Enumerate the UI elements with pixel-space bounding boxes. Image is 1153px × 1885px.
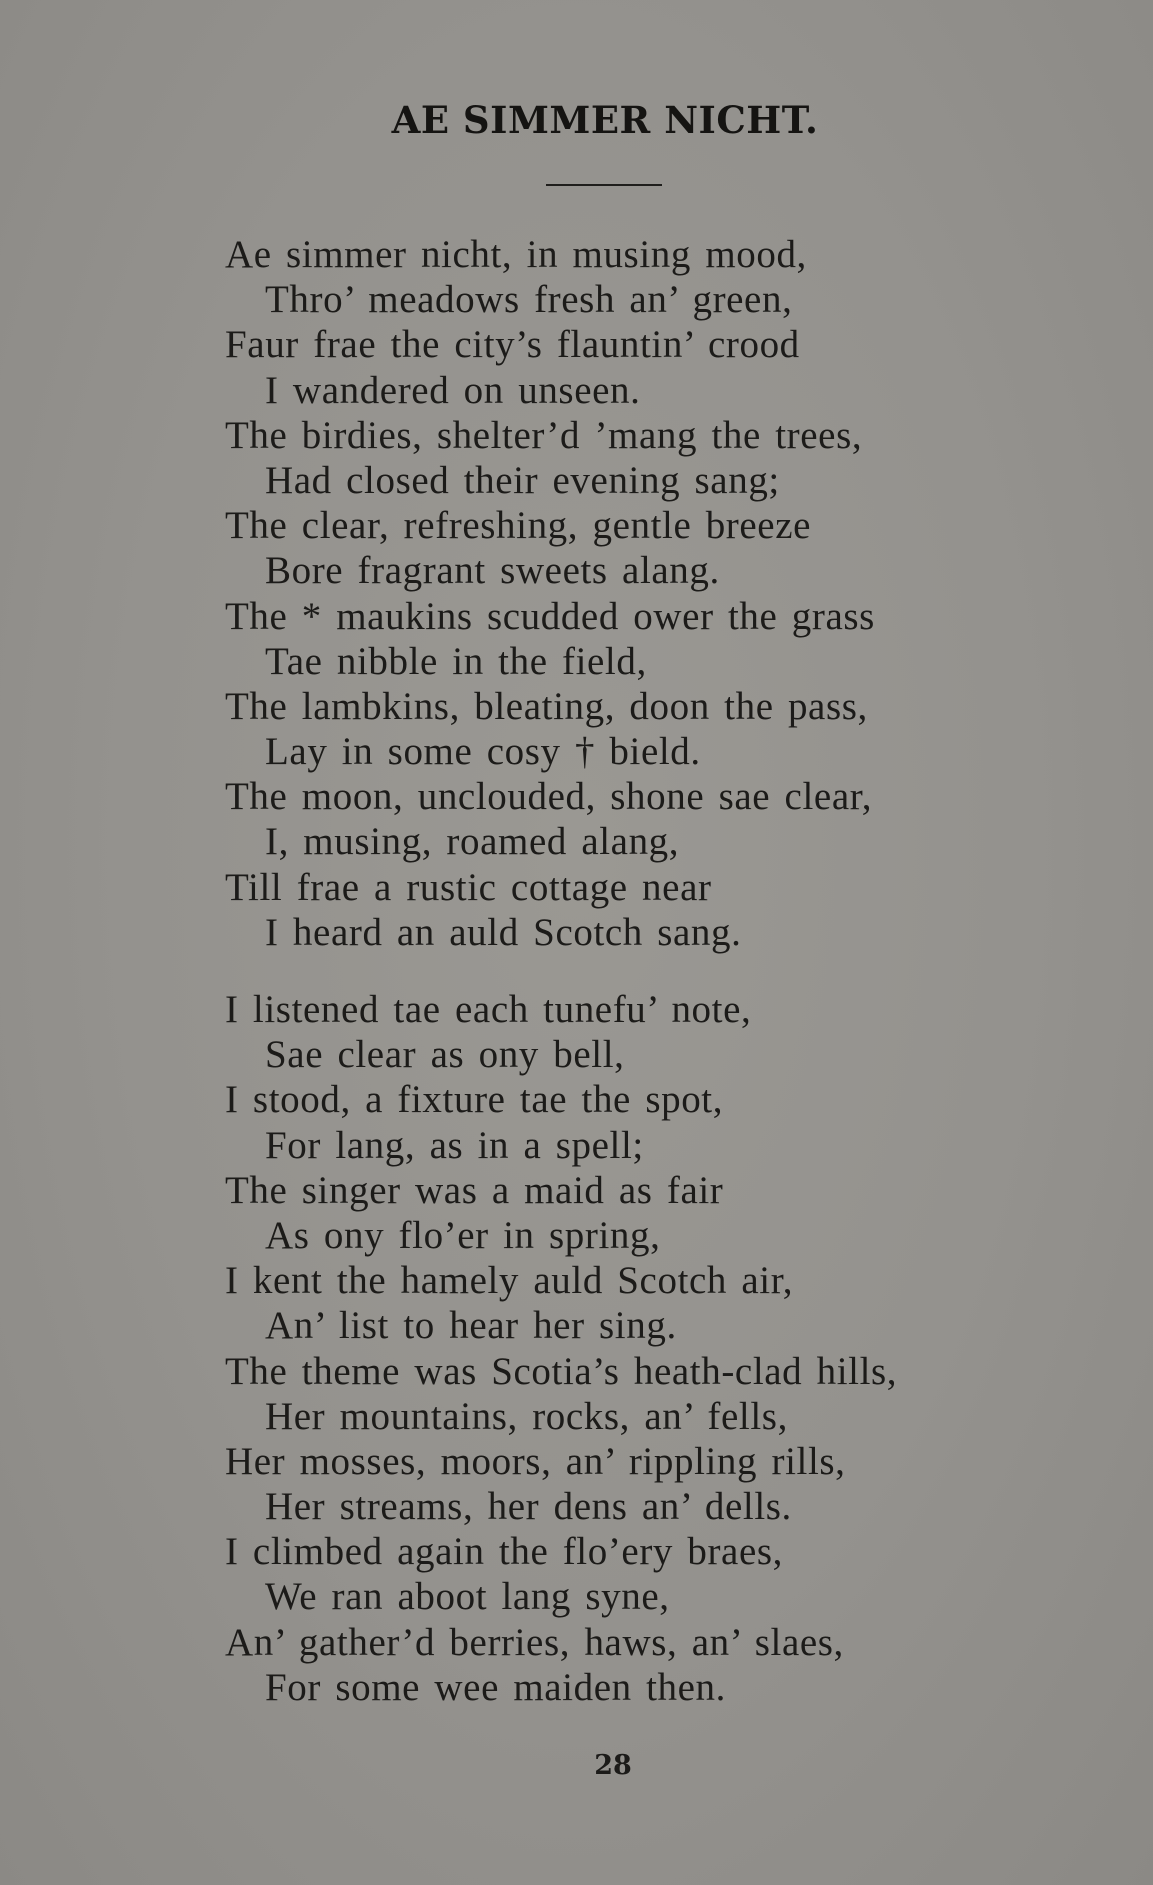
- poem-line: An’ gather’d berries, haws, an’ slaes,: [225, 1620, 844, 1664]
- page-number: 28: [594, 1750, 632, 1781]
- poem-line: The clear, refreshing, gentle breeze: [225, 504, 812, 548]
- poem-line: As ony flo’er in spring,: [265, 1213, 661, 1257]
- stanza-2: [225, 987, 1045, 1710]
- poem-line: For some wee maiden then.: [265, 1665, 726, 1709]
- poem-line: The lambkins, bleating, doon the pass,: [225, 684, 868, 728]
- poem-line: Tae nibble in the field,: [265, 639, 647, 683]
- poem-line: Thro’ meadows fresh an’ green,: [265, 278, 793, 322]
- poem-line: Bore fragrant sweets alang.: [265, 549, 720, 593]
- poem-line: The theme was Scotia’s heath-clad hills,: [225, 1349, 898, 1393]
- title-rule: [546, 184, 662, 186]
- poem-line: Till frae a rustic cottage near: [225, 865, 712, 909]
- poem-line: I stood, a fixture tae the spot,: [225, 1078, 724, 1122]
- poem-line: The * maukins scudded ower the grass: [225, 594, 875, 638]
- poem-line: Her mountains, rocks, an’ fells,: [265, 1394, 788, 1438]
- poem-line: We ran aboot lang syne,: [265, 1575, 670, 1619]
- poem-line: Faur frae the city’s flauntin’ crood: [225, 323, 800, 367]
- poem-line: I heard an auld Scotch sang.: [265, 910, 742, 954]
- poem-line: Ae simmer nicht, in musing mood,: [225, 233, 807, 276]
- poem-line: Sae clear as ony bell,: [265, 1033, 625, 1077]
- poem-line: An’ list to hear her sing.: [265, 1304, 677, 1348]
- poem-line: Her mosses, moors, an’ rippling rills,: [225, 1439, 846, 1483]
- poem-line: I listened tae each tunefu’ note,: [225, 988, 752, 1031]
- poem-line: The moon, unclouded, shone sae clear,: [225, 775, 873, 819]
- poem-line: For lang, as in a spell;: [265, 1123, 644, 1167]
- poem-line: I, musing, roamed alang,: [265, 820, 680, 864]
- poem-line: The singer was a maid as fair: [225, 1168, 724, 1212]
- poem-title: AE SIMMER NICHT.: [391, 98, 819, 142]
- poem-line: I wandered on unseen.: [265, 368, 641, 412]
- poem-line: Lay in some cosy † bield.: [265, 730, 701, 774]
- poem-line: Had closed their evening sang;: [265, 458, 780, 502]
- poem-line: I kent the hamely auld Scotch air,: [225, 1259, 794, 1303]
- poem-line: I climbed again the flo’ery braes,: [225, 1530, 784, 1574]
- poem-line: Her streams, her dens an’ dells.: [265, 1485, 792, 1529]
- poem-line: The birdies, shelter’d ’mang the trees,: [225, 413, 863, 457]
- stanza-1: [225, 232, 1045, 955]
